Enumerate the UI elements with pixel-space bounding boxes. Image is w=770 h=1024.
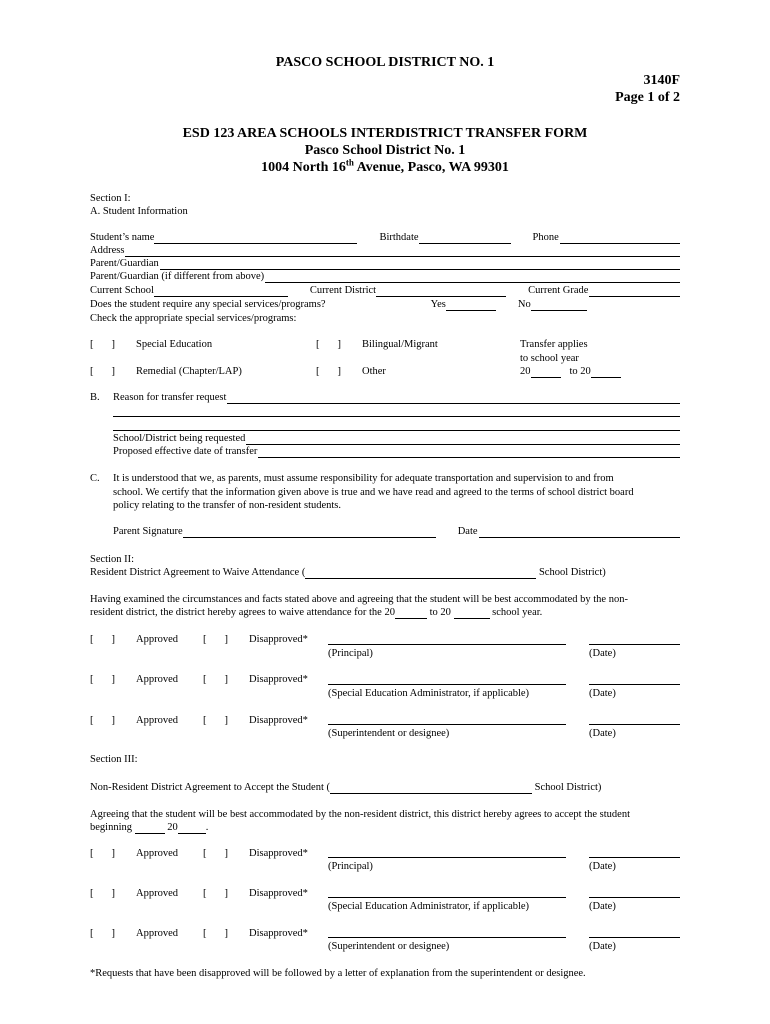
district-name: Pasco School District No. 1 <box>304 143 466 158</box>
c-text-line-2: school. We certify that the information given above is true and we have read and agreed to the terms of school district board <box>113 487 634 498</box>
remedial-label: Remedial (Chapter/LAP) <box>136 366 242 377</box>
s3-principal-signature-line[interactable] <box>328 857 566 858</box>
checkbox-remedial[interactable]: [ ] <box>90 366 115 377</box>
phone-field[interactable] <box>560 233 680 244</box>
parent-guardian-row: Parent/Guardian <box>90 257 680 270</box>
s3-super-date-line[interactable] <box>589 937 680 938</box>
s3-sped-date-caption: (Date) <box>589 901 616 912</box>
s2-super-signature-line[interactable] <box>328 724 566 725</box>
s3-sped-caption: (Special Education Administrator, if applicable) <box>328 901 530 912</box>
to-school-year-label: to school year <box>520 353 579 364</box>
special-education-label: Special Education <box>136 339 213 350</box>
student-name-field[interactable] <box>154 233 357 244</box>
parent-signature-field[interactable] <box>183 527 436 538</box>
s2-super-date-line[interactable] <box>589 724 680 725</box>
s3-super-approved-checkbox[interactable]: [ ] <box>90 928 115 939</box>
s2-sped-date-line[interactable] <box>589 684 680 685</box>
s2-super-disapproved-checkbox[interactable]: [ ] <box>203 715 228 726</box>
s3-principal-date-line[interactable] <box>589 857 680 858</box>
section-2-text-2: resident district, the district hereby agrees to waive attendance for the 20 to 20 school year. <box>90 607 543 618</box>
section-3-title: Section III: <box>90 754 138 765</box>
checkbox-bilingual[interactable]: [ ] <box>316 339 341 350</box>
s2-principal-approved-label: Approved <box>136 634 178 645</box>
check-programs-label: Check the appropriate special services/programs: <box>90 313 297 324</box>
s3-super-signature-line[interactable] <box>328 937 566 938</box>
district-address: 1004 North 16th Avenue, Pasco, WA 99301 <box>261 157 509 175</box>
c-text-line-3: policy relating to the transfer of non-resident students. <box>113 500 342 511</box>
s2-sped-approved-label: Approved <box>136 674 178 685</box>
s3-sped-disapproved-label: Disapproved* <box>249 888 308 899</box>
year-end-field[interactable] <box>591 367 621 378</box>
s2-super-disapproved-label: Disapproved* <box>249 715 308 726</box>
current-grade-field[interactable] <box>589 286 680 297</box>
section-b-label: B. <box>90 392 100 403</box>
section-3-agreement: Non-Resident District Agreement to Accept the Student ( School District) <box>90 782 602 793</box>
s3-sped-disapproved-checkbox[interactable]: [ ] <box>203 888 228 899</box>
s2-principal-date-caption: (Date) <box>589 648 616 659</box>
s2-sped-approved-checkbox[interactable]: [ ] <box>90 674 115 685</box>
reason-field[interactable] <box>227 393 680 404</box>
transfer-applies-label: Transfer applies <box>520 339 588 350</box>
s2-principal-caption: (Principal) <box>328 648 373 659</box>
s2-super-approved-checkbox[interactable]: [ ] <box>90 715 115 726</box>
special-services-row: Does the student require any special services/programs? Yes No <box>90 298 680 311</box>
parent-guardian-diff-row: Parent/Guardian (if different from above) <box>90 270 680 283</box>
address-field[interactable] <box>125 246 680 257</box>
current-school-row: Current School Current District Current Grade <box>90 284 680 297</box>
section-c-label: C. <box>90 473 100 484</box>
form-code: 3140F <box>643 73 680 88</box>
current-district-field[interactable] <box>376 286 506 297</box>
page-info: Page 1 of 2 <box>615 90 680 105</box>
effective-date-row: Proposed effective date of transfer <box>113 445 680 458</box>
s3-sped-date-line[interactable] <box>589 897 680 898</box>
no-field[interactable] <box>531 300 587 311</box>
school-requested-row: School/District being requested <box>113 432 680 445</box>
s3-principal-approved-label: Approved <box>136 848 178 859</box>
section-a-label: A. Student Information <box>90 206 188 217</box>
student-name-row: Student’s name Birthdate Phone <box>90 231 680 244</box>
s2-principal-approved-checkbox[interactable]: [ ] <box>90 634 115 645</box>
section-2-text-1: Having examined the circumstances and facts stated above and agreeing that the student will be best accommodated by the non- <box>90 594 628 605</box>
c-text-line-1: It is understood that we, as parents, must assume responsibility for adequate transportation and supervision to and from <box>113 473 614 484</box>
year-start-field[interactable] <box>531 367 561 378</box>
s3-principal-caption: (Principal) <box>328 861 373 872</box>
section-3-text-1: Agreeing that the student will be best accommodated by the non-resident district, this district hereby agrees to accept the student <box>90 809 631 820</box>
waive-year-end-field[interactable] <box>454 608 490 619</box>
s3-super-disapproved-checkbox[interactable]: [ ] <box>203 928 228 939</box>
district-title: PASCO SCHOOL DISTRICT NO. 1 <box>275 55 495 70</box>
school-year-range: 20 to 20 <box>520 365 621 378</box>
parent-guardian-field[interactable] <box>160 259 680 270</box>
s2-principal-signature-line[interactable] <box>328 644 566 645</box>
footnote: *Requests that have been disapproved will be followed by a letter of explanation from the superintendent or designee. <box>90 968 586 979</box>
s2-sped-date-caption: (Date) <box>589 688 616 699</box>
s3-principal-approved-checkbox[interactable]: [ ] <box>90 848 115 859</box>
s2-super-approved-label: Approved <box>136 715 178 726</box>
form-title: ESD 123 AREA SCHOOLS INTERDISTRICT TRANSFER FORM <box>182 126 588 141</box>
current-school-field[interactable] <box>154 286 288 297</box>
reason-row: Reason for transfer request <box>113 391 680 404</box>
s2-principal-date-line[interactable] <box>589 644 680 645</box>
accept-beginning-field[interactable] <box>135 823 165 834</box>
parent-guardian-diff-field[interactable] <box>265 272 680 283</box>
resident-district-field[interactable] <box>305 568 536 579</box>
accept-year-field[interactable] <box>178 823 206 834</box>
section-1-title: Section I: <box>90 193 131 204</box>
yes-field[interactable] <box>446 300 496 311</box>
s2-sped-caption: (Special Education Administrator, if applicable) <box>328 688 530 699</box>
s2-principal-disapproved-checkbox[interactable]: [ ] <box>203 634 228 645</box>
effective-date-field[interactable] <box>258 447 680 458</box>
section-2-title: Section II: <box>90 554 135 565</box>
section-2-agreement: Resident District Agreement to Waive Attendance ( School District) <box>90 567 606 578</box>
s3-sped-approved-checkbox[interactable]: [ ] <box>90 888 115 899</box>
reason-line-3[interactable] <box>113 430 680 431</box>
birthdate-field[interactable] <box>419 233 511 244</box>
s3-principal-disapproved-checkbox[interactable]: [ ] <box>203 848 228 859</box>
checkbox-special-education[interactable]: [ ] <box>90 339 115 350</box>
checkbox-other[interactable]: [ ] <box>316 366 341 377</box>
section-3-text-2: beginning 20 . <box>90 822 209 833</box>
s3-principal-date-caption: (Date) <box>589 861 616 872</box>
s2-sped-disapproved-label: Disapproved* <box>249 674 308 685</box>
s3-sped-approved-label: Approved <box>136 888 178 899</box>
s3-super-disapproved-label: Disapproved* <box>249 928 308 939</box>
s3-super-caption: (Superintendent or designee) <box>328 941 450 952</box>
s3-sped-signature-line[interactable] <box>328 897 566 898</box>
s3-super-date-caption: (Date) <box>589 941 616 952</box>
nonresident-district-field[interactable] <box>330 783 532 794</box>
other-label: Other <box>362 366 386 377</box>
reason-line-2[interactable] <box>113 416 680 417</box>
s2-principal-disapproved-label: Disapproved* <box>249 634 308 645</box>
s2-super-caption: (Superintendent or designee) <box>328 728 450 739</box>
s2-sped-signature-line[interactable] <box>328 684 566 685</box>
waive-year-start-field[interactable] <box>395 608 427 619</box>
parent-date-field[interactable] <box>479 527 680 538</box>
parent-signature-row: Parent Signature Date <box>113 525 680 538</box>
s3-principal-disapproved-label: Disapproved* <box>249 848 308 859</box>
s2-super-date-caption: (Date) <box>589 728 616 739</box>
bilingual-migrant-label: Bilingual/Migrant <box>362 339 438 350</box>
s3-super-approved-label: Approved <box>136 928 178 939</box>
school-requested-field[interactable] <box>246 434 680 445</box>
s2-sped-disapproved-checkbox[interactable]: [ ] <box>203 674 228 685</box>
address-row: Address <box>90 244 680 257</box>
